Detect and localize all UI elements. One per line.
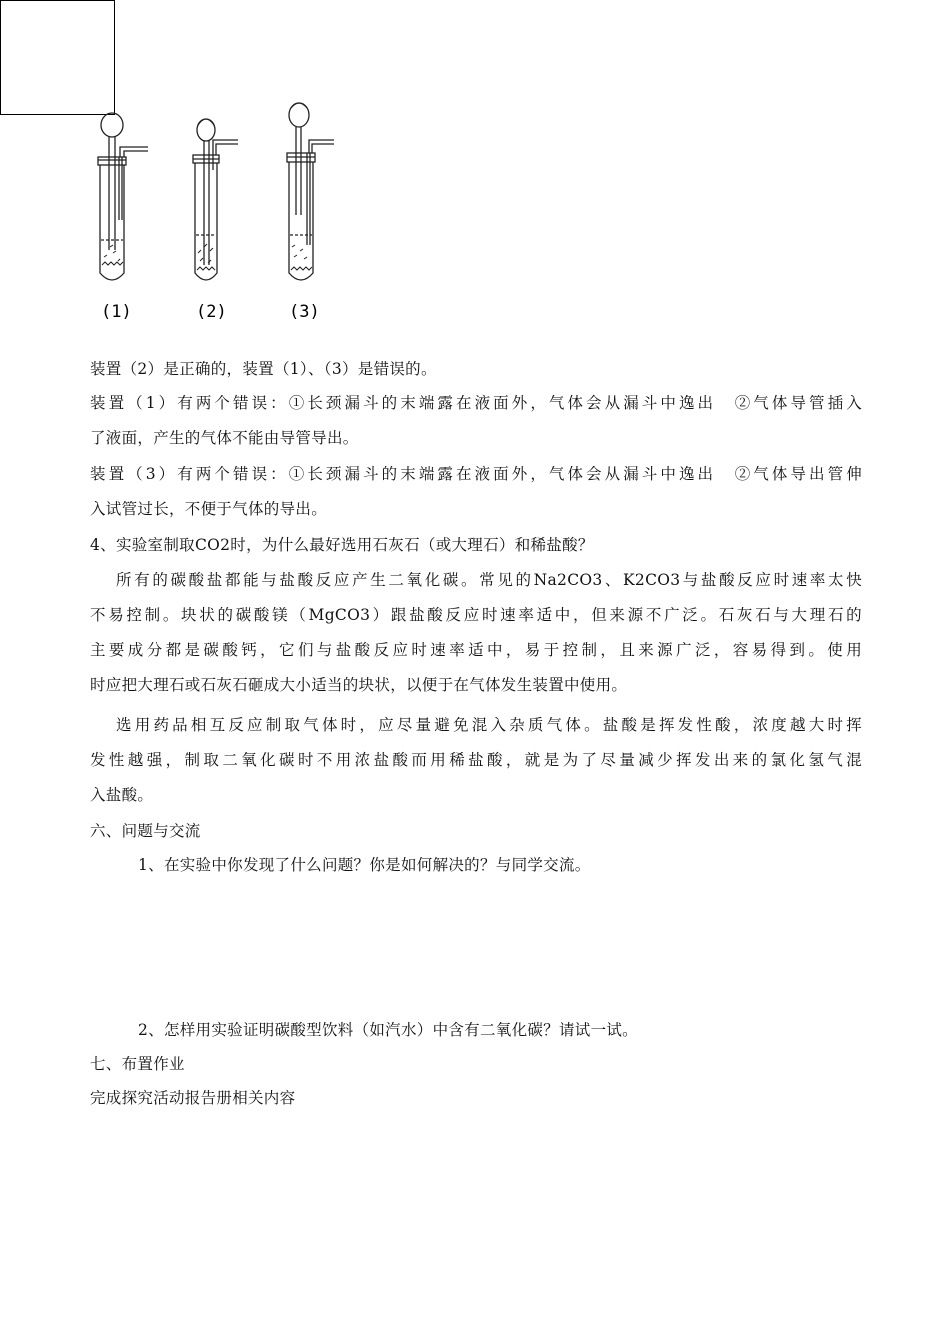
apparatus-label-3: (3) (289, 302, 320, 322)
apparatus-figure (80, 95, 370, 330)
answer-paragraph-2: 选用药品相互反应制取气体时，应尽量避免混入杂质气体。盐酸是挥发性酸，浓度越大时挥 发性越强，制取二氧化碳时不用浓盐酸而用稀盐酸，就是为了尽量减少挥发出来的氯化氢气混 入盐酸。 (90, 716, 862, 804)
apparatus-3-errors: 装置（3）有两个错误：①长颈漏斗的末端露在液面外，气体会从漏斗中逸出 ②气体导出管伸 入试管过长，不便于气体的导出。 (90, 465, 862, 518)
apparatus-1-errors: 装置（1）有两个错误：①长颈漏斗的末端露在液面外，气体会从漏斗中逸出 ②气体导管插入 了液面，产生的气体不能由导管导出。 (90, 394, 862, 447)
apparatus-2 (193, 119, 238, 280)
section-7-content: 完成探究活动报告册相关内容 (90, 1089, 296, 1107)
conclusion-correct-apparatus: 装置（2）是正确的，装置（1）、（3）是错误的。 (90, 360, 437, 378)
apparatus-3 (287, 103, 334, 280)
apparatus-label-1: (1) (101, 302, 132, 322)
section-7-heading: 七、布置作业 (90, 1055, 185, 1073)
section-6-heading: 六、问题与交流 (90, 822, 201, 840)
apparatus-1 (98, 113, 148, 280)
section-6-question-2: 2、怎样用实验证明碳酸型饮料（如汽水）中含有二氧化碳？请试一试。 (138, 1021, 638, 1039)
answer-paragraph-1: 所有的碳酸盐都能与盐酸反应产生二氧化碳。常见的Na2CO3、K2CO3与盐酸反应时速率太快 不易控制。块状的碳酸镁（MgCO3）跟盐酸反应时速率适中，但来源不广泛。石灰石与大理石的 主要成分都是碳酸钙，它们与盐酸反应时速率适中，易于控制，且来源广泛，容易得到。使用 时应把大理石或石灰石砸成大小适当的块状，以便于在气体发生装置中使用。 (90, 571, 862, 694)
apparatus-diagram (80, 95, 370, 330)
apparatus-label-2: (2) (196, 302, 227, 322)
question-4: 4、实验室制取CO2时，为什么最好选用石灰石（或大理石）和稀盐酸？ (90, 536, 594, 554)
section-6-question-1: 1、在实验中你发现了什么问题？你是如何解决的？与同学交流。 (138, 856, 591, 874)
